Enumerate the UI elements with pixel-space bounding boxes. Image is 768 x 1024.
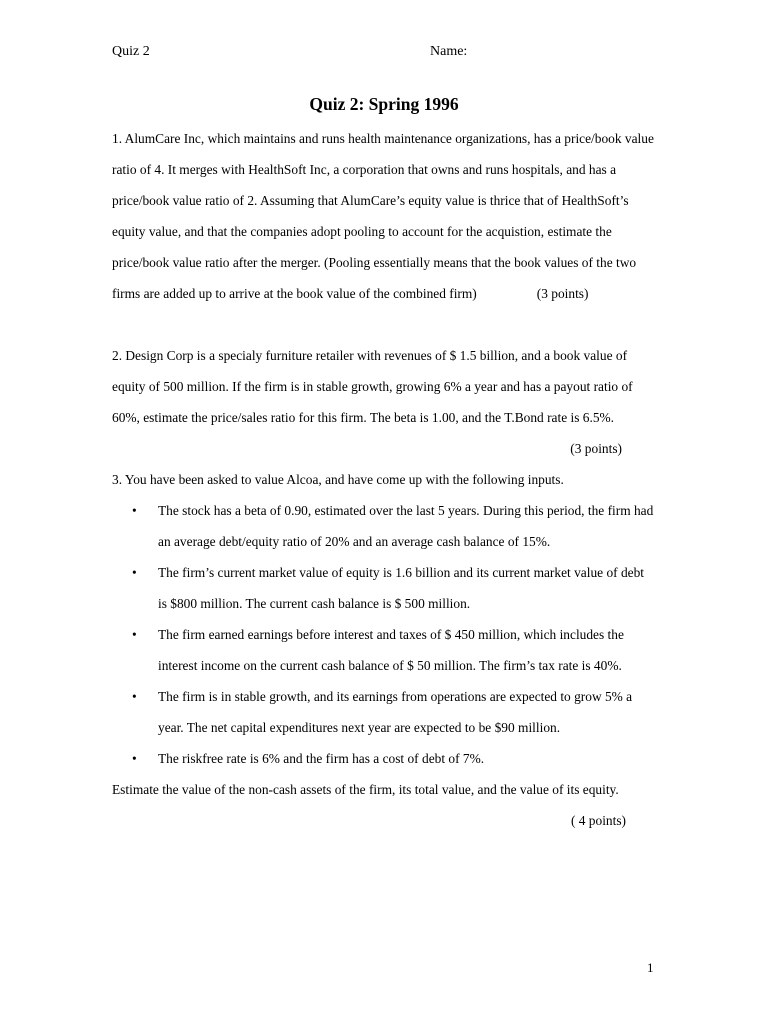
question-3-closing	[112, 774, 656, 828]
bullet-icon: •	[132, 503, 137, 518]
page-header	[112, 44, 632, 64]
list-item	[112, 557, 656, 619]
question-3-bullets	[112, 495, 656, 774]
spacer	[112, 309, 656, 340]
page-title: Quiz 2: Spring 1996	[309, 94, 459, 114]
bullet-text: The firm is in stable growth, and its earnings from operations are expected to grow 5% a year. The net capital expenditures next year are expected to be $90 million.	[158, 689, 633, 735]
bullet-text: The firm earned earnings before interest and taxes of $ 450 million, which includes the interest income on the current cash balance of $ 50 million. The firm’s tax rate is 40%.	[158, 627, 624, 673]
page-number: 1	[647, 960, 654, 975]
bullet-text: The firm’s current market value of equity is 1.6 billion and its current market value of debt is $800 million. The current cash balance is $ 500 million.	[158, 565, 645, 611]
list-item	[112, 743, 656, 774]
quiz-body	[112, 123, 656, 836]
bullet-text: The stock has a beta of 0.90, estimated over the last 5 years. During this period, the firm had an average debt/equity ratio of 20% and an average cash balance of 15%.	[158, 503, 654, 549]
list-item	[112, 681, 656, 743]
question-3-points: ( 4 points)	[570, 813, 626, 828]
header-name-label: Name:	[430, 44, 468, 59]
question-2-points: (3 points)	[570, 441, 622, 456]
question-3-intro: 3. You have been asked to value Alcoa, and have come up with the following inputs.	[112, 472, 564, 487]
bullet-icon: •	[132, 751, 137, 766]
bullet-icon: •	[132, 627, 137, 642]
question-1-text: 1. AlumCare Inc, which maintains and runs health maintenance organizations, has a price/book value ratio of 4. It merges with HealthSoft Inc, a corporation that owns and runs hospitals, and has a price/book value ratio of 2. Assuming that AlumCare’s equity value is thrice that of HealthSoft’s equity value, and that the companies adopt pooling to account for the acquistion, estimate the price/book value ratio after the merger. (Pooling essentially means that the book values of the two firms are added up to arrive at the book value of the combined firm)	[112, 131, 654, 301]
question-3-closing-text: Estimate the value of the non-cash assets of the firm, its total value, and the value of its equity.	[112, 782, 619, 797]
bullet-text: The riskfree rate is 6% and the firm has a cost of debt of 7%.	[158, 751, 485, 766]
question-2	[112, 340, 656, 456]
bullet-icon: •	[132, 565, 137, 580]
list-item	[112, 495, 656, 557]
bullet-icon: •	[132, 689, 137, 704]
list-item	[112, 619, 656, 681]
question-2-text: 2. Design Corp is a specialy furniture retailer with revenues of $ 1.5 billion, and a book value of equity of 500 million. If the firm is in stable growth, growing 6% a year and has a payout ratio of 60%, estimate the price/sales ratio for this firm. The beta is 1.00, and the T.Bond rate is 6.5%.	[112, 348, 633, 425]
question-1	[112, 123, 656, 309]
question-1-points: (3 points)	[536, 286, 589, 301]
header-quiz-label: Quiz 2	[112, 44, 150, 59]
